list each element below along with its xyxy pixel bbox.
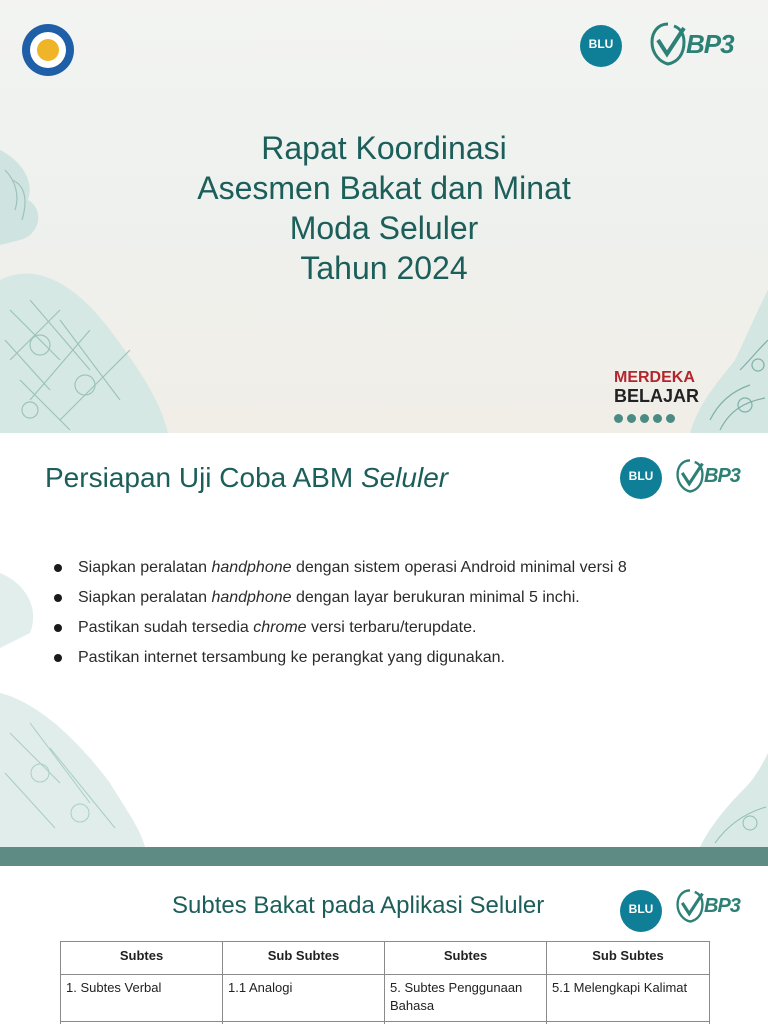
slide-title-main: Persiapan Uji Coba ABM: [45, 462, 361, 493]
cover-title: [0, 128, 768, 288]
list-item: Siapkan peralatan handphone dengan layar berukuran minimal 5 inchi.: [52, 583, 662, 613]
subtest-slide: [0, 866, 768, 1024]
bp3-logo-text: BP3: [704, 894, 740, 917]
cover-title-line-4: Tahun 2024: [300, 250, 468, 286]
table-row: [61, 975, 710, 1022]
blu-logo-text: BLU: [628, 469, 654, 483]
list-item: Pastikan sudah tersedia chrome versi terbaru/terupdate.: [52, 613, 662, 643]
table-cell: 1.1 Analogi: [223, 975, 385, 1022]
merdeka-text: MERDEKA: [614, 369, 695, 386]
requirements-slide: [0, 433, 768, 847]
table-cell: 1. Subtes Verbal: [61, 975, 223, 1022]
table-cell: 5.1 Melengkapi Kalimat: [547, 975, 710, 1022]
slide-title: Subtes Bakat pada Aplikasi Seluler: [172, 892, 545, 919]
cover-title-line-1: Rapat Koordinasi: [261, 130, 507, 166]
blu-logo-text: BLU: [628, 902, 654, 916]
slide-title: [45, 462, 448, 494]
bp3-logo: [676, 458, 740, 494]
checkmark-icon: [650, 22, 686, 66]
checkmark-icon: [676, 458, 704, 494]
blu-logo: [620, 890, 662, 932]
belajar-text: BELAJAR: [614, 386, 700, 406]
merdeka-dots: [614, 409, 682, 428]
table-cell: 5. Subtes Penggunaan Bahasa: [385, 975, 547, 1022]
column-header: Subtes: [61, 942, 223, 975]
bp3-logo: [650, 22, 734, 66]
requirements-list: [52, 553, 662, 673]
checkmark-icon: [676, 888, 704, 924]
merdeka-belajar-logo: [614, 368, 700, 428]
batik-decoration-right: [690, 290, 768, 433]
column-header: Sub Subtes: [547, 942, 710, 975]
slide-title-italic: Seluler: [360, 462, 449, 493]
logo-emblem: [37, 39, 59, 61]
slide-separator: [0, 847, 768, 866]
list-item: Pastikan internet tersambung ke perangkat yang digunakan.: [52, 643, 662, 673]
cover-title-line-2: Asesmen Bakat dan Minat: [197, 170, 571, 206]
column-header: Sub Subtes: [223, 942, 385, 975]
blu-logo-text: BLU: [588, 37, 614, 51]
subtest-table: [60, 941, 710, 1024]
blu-logo: [620, 457, 662, 499]
column-header: Subtes: [385, 942, 547, 975]
bp3-logo-text: BP3: [686, 28, 734, 59]
list-item: Siapkan peralatan handphone dengan sistem operasi Android minimal versi 8: [52, 553, 662, 583]
batik-decoration-right: [700, 753, 768, 847]
bp3-logo-text: BP3: [704, 464, 740, 487]
blu-logo: [580, 25, 622, 67]
table-header-row: [61, 942, 710, 975]
cover-title-line-3: Moda Seluler: [289, 210, 479, 246]
tut-wuri-handayani-logo: [22, 24, 74, 76]
cover-slide: [0, 0, 768, 433]
bp3-logo: [676, 888, 740, 924]
